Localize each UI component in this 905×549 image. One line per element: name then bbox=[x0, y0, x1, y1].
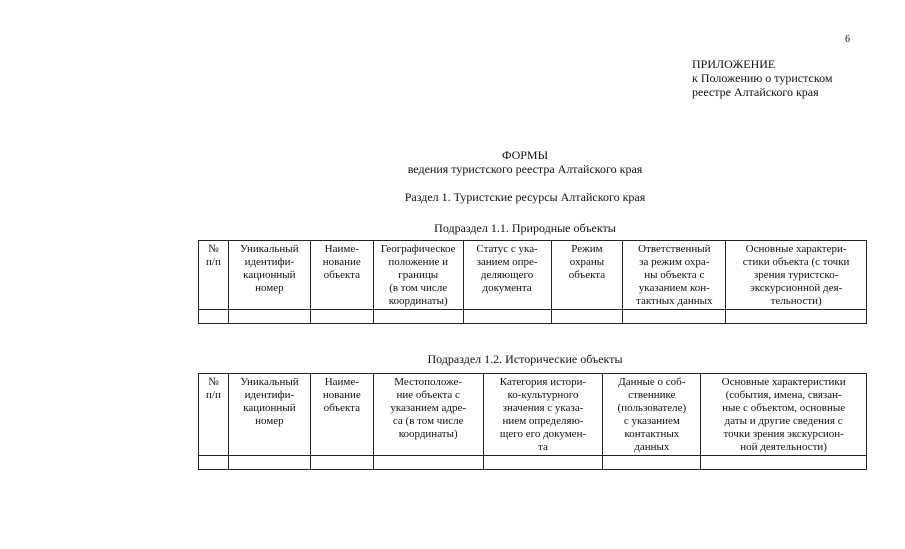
historical-objects-table bbox=[198, 373, 867, 470]
table-cell bbox=[463, 310, 551, 324]
page-number: 6 bbox=[845, 34, 850, 45]
table-cell bbox=[373, 456, 483, 470]
column-header: Основные характеристики (события, имена, связан- ные с объектом, основные даты и другие сведения с точки зрения экскурсион- ной деятельности) bbox=[701, 374, 867, 456]
appendix-header bbox=[692, 57, 832, 99]
table-cell bbox=[228, 310, 310, 324]
column-header: Географическое положение и границы (в том числе координаты) bbox=[373, 241, 463, 310]
table-cell bbox=[199, 456, 229, 470]
table-cell bbox=[726, 310, 867, 324]
column-header: Данные о соб- ственнике (пользователе) с указанием контактных данных bbox=[603, 374, 701, 456]
forms-subtitle: ведения туристского реестра Алтайского края bbox=[407, 162, 643, 176]
column-header: Уникальный идентифи- кационный номер bbox=[228, 374, 310, 456]
subsection-title: Подраздел 1.1. Природные объекты bbox=[434, 221, 616, 235]
appendix-line: к Положению о туристском bbox=[692, 71, 833, 85]
table-row bbox=[199, 456, 867, 470]
appendix-title: ПРИЛОЖЕНИЕ bbox=[692, 57, 776, 71]
column-header: Уникальный идентифи- кационный номер bbox=[228, 241, 310, 310]
table-cell bbox=[199, 310, 229, 324]
appendix-line: реестре Алтайского края bbox=[692, 85, 819, 99]
column-header: Ответственный за режим охра- ны объекта с указанием кон- тактных данных bbox=[623, 241, 726, 310]
subsection-title: Подраздел 1.2. Исторические объекты bbox=[427, 352, 623, 366]
table-header-row bbox=[199, 374, 867, 456]
table-cell bbox=[373, 310, 463, 324]
column-header: Местоположе- ние объекта с указанием адре- са (в том числе координаты) bbox=[373, 374, 483, 456]
column-header: Наиме- нование объекта bbox=[310, 241, 373, 310]
forms-title: ФОРМЫ bbox=[501, 148, 549, 162]
natural-objects-table bbox=[198, 240, 867, 324]
column-header: № п/п bbox=[199, 374, 229, 456]
table-header-row bbox=[199, 241, 867, 310]
column-header: Режим охраны объекта bbox=[551, 241, 623, 310]
column-header: № п/п bbox=[199, 241, 229, 310]
table-row bbox=[199, 310, 867, 324]
section-title: Раздел 1. Туристские ресурсы Алтайского края bbox=[404, 190, 646, 204]
table-cell bbox=[483, 456, 603, 470]
column-header: Категория истори- ко-культурного значения с указа- нием определяю- щего его докумен- та bbox=[483, 374, 603, 456]
table-cell bbox=[310, 310, 373, 324]
table-cell bbox=[701, 456, 867, 470]
column-header: Статус с ука- занием опре- деляющего документа bbox=[463, 241, 551, 310]
column-header: Основные характери- стики объекта (с точки зрения туристско- экскурсионной дея- тельности) bbox=[726, 241, 867, 310]
column-header: Наиме- нование объекта bbox=[310, 374, 373, 456]
table-cell bbox=[228, 456, 310, 470]
document-heading bbox=[0, 148, 905, 204]
table-cell bbox=[623, 310, 726, 324]
table-cell bbox=[551, 310, 623, 324]
table-cell bbox=[310, 456, 373, 470]
table-cell bbox=[603, 456, 701, 470]
